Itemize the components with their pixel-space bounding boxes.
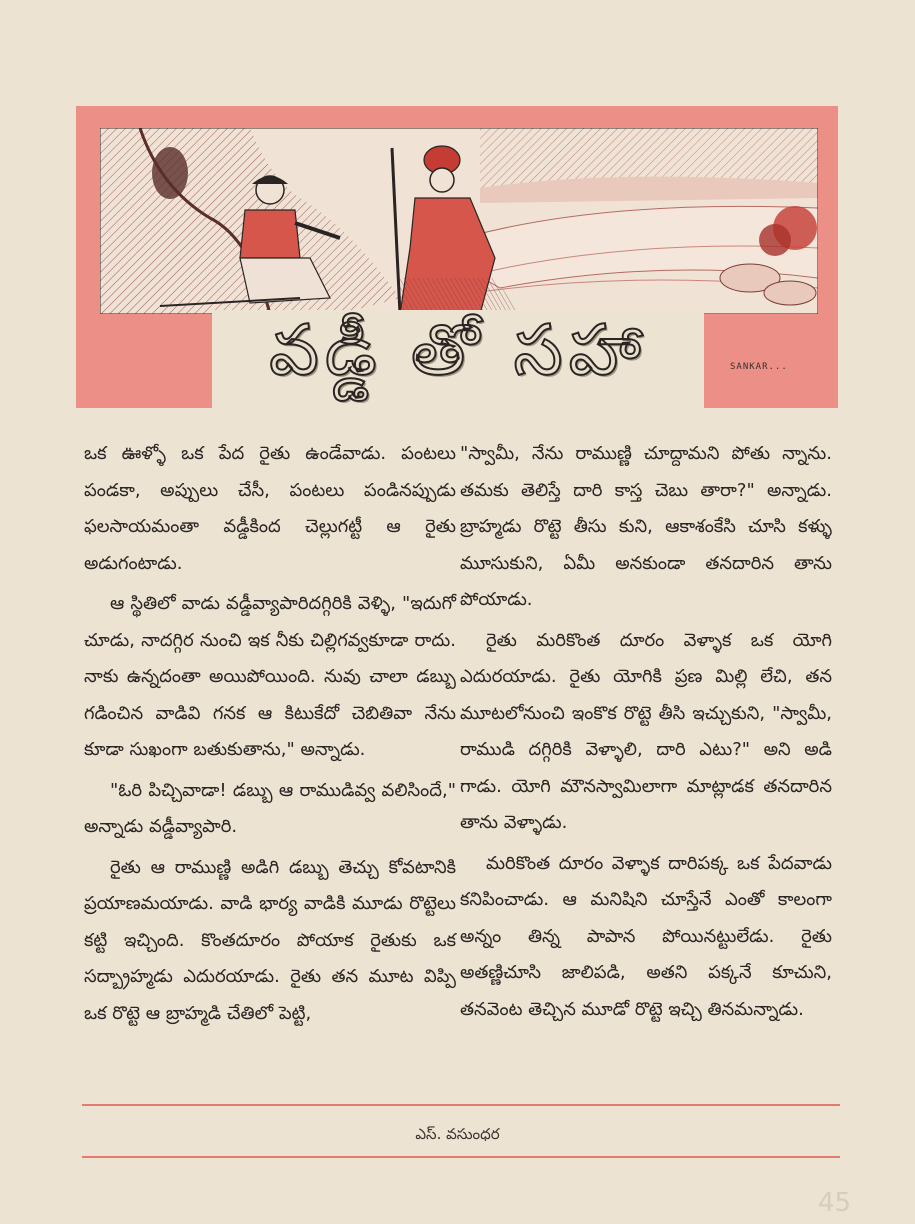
paragraph: ఆ స్థితిలో వాడు వడ్డీవ్యాపారిదగ్గిరికి వెళ్ళి, "ఇదుగో చూడు, నాదగ్గిర నుంచి ఇక నీకు చిల్లిగవ్వకూడా రాదు. నాకు ఉన్నదంతా అయిపోయింది. నువు చాలా డబ్బు గడించిన వాడివి గనక ఆ కిటుకేదో చెబితివా నేను కూడా సుఖంగా బతుకుతాను," అన్నాడు. (84, 593, 456, 760)
page-number: 45 (818, 1188, 852, 1218)
divider-bottom (82, 1156, 840, 1158)
illustration-drawing (100, 128, 818, 314)
illustrator-signature: SANKAR... (730, 362, 788, 372)
paragraph: రైతు మరికొంత దూరం వెళ్ళాక ఒక యోగి ఎదురయాడు. రైతు యోగికి ప్రణ మిల్లి లేచి, తన మూటలోనుంచి ఇంకొక రొట్టె తీసి ఇచ్చుకుని, "స్వామీ, రాముడి దగ్గిరికి వెళ్ళాలి, దారి ఎటు?" అని అడి గాడు. యోగి మౌనస్వామిలాగా మాట్లాడక తనదారిన తాను వెళ్ళాడు. (460, 629, 832, 833)
paragraph: మరికొంత దూరం వెళ్ళాక దారిపక్క ఒక పేదవాడు కనిపించాడు. ఆ మనిషిని చూస్తేనే ఎంతో కాలంగా అన్నం తిన్న పాపాన పోయినట్టులేడు. రైతు అతణ్ణిచూసి జాలిపడి, అతని పక్కనే కూచుని, తనవెంట తెచ్చిన మూడో రొట్టె ఇచ్చి తినమన్నాడు. (460, 852, 832, 1020)
story-illustration (100, 128, 818, 314)
paragraph: "స్వామీ, నేను రాముణ్ణి చూద్దామని పోతు న్నాను. తమకు తెలిస్తే దారి కాస్త చెబు తారా?" అన్నాడు. బ్రాహ్మడు రొట్టె తీసు కుని, ఆకాశంకేసి చూసి కళ్ళు మూసుకుని, ఏమీ అనకుండా తనదారిన తాను పోయాడు. (460, 443, 832, 610)
paragraph: ఒక ఊళ్ళో ఒక పేద రైతు ఉండేవాడు. పంటలు పండకా, అప్పులు చేసీ, పంటలు పండినప్పుడు ఫలసాయమంతా వడ్డీకింద చెల్లుగట్టీ ఆ రైతు అడుగంటాడు. (84, 443, 456, 574)
divider-top (82, 1104, 840, 1106)
left-column (84, 436, 456, 1036)
paragraph: రైతు ఆ రాముణ్ణి అడిగి డబ్బు తెచ్చు కోవటానికి ప్రయాణమయాడు. వాడి భార్య వాడికి మూడు రొట్టెలు కట్టి ఇచ్చింది. కొంతదూరం పోయాక రైతుకు ఒక సద్బ్రాహ్మడు ఎదురయాడు. రైతు తన మూట విప్పి ఒక రొట్టె ఆ బ్రాహ్మడి చేతిలో పెట్టి, (84, 856, 456, 1024)
paragraph: "ఓరి పిచ్చివాడా! డబ్బు ఆ రాముడివ్వ వలిసిందే," అన్నాడు వడ్డీవ్యాపారి. (84, 779, 456, 837)
author-name: ఎస్. వసుంధర (415, 1125, 500, 1143)
right-column (460, 436, 832, 1032)
story-title: వడ్డీ తో సహా (269, 308, 647, 391)
